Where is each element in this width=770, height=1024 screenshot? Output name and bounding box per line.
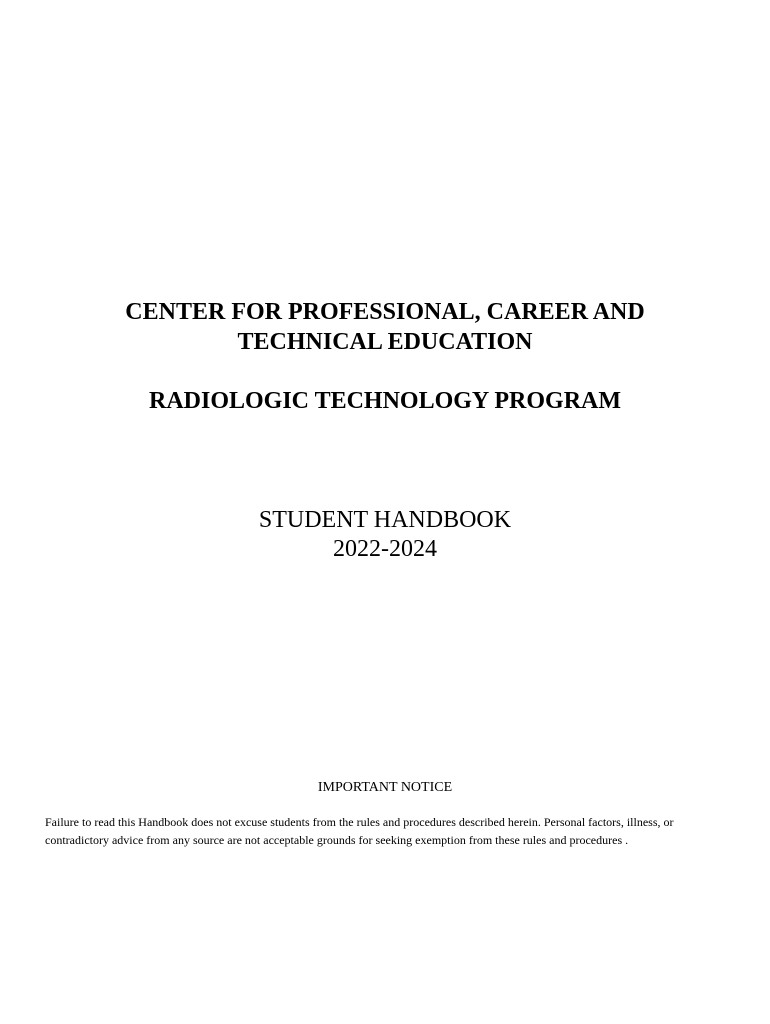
notice-line-2: contradictory advice from any source are not acceptable grounds for seeking exemption from these rules and procedures .: [45, 833, 629, 847]
notice-body: [45, 813, 735, 849]
organization-title: [0, 297, 770, 357]
notice-heading: IMPORTANT NOTICE: [317, 780, 453, 795]
handbook-title: STUDENT HANDBOOK: [258, 507, 512, 533]
program-title: RADIOLOGIC TECHNOLOGY PROGRAM: [148, 388, 622, 414]
handbook-years: 2022-2024: [333, 536, 437, 562]
organization-title-line-1: CENTER FOR PROFESSIONAL, CAREER AND: [125, 299, 645, 325]
handbook-title-block: [0, 506, 770, 564]
notice-line-1: Failure to read this Handbook does not excuse students from the rules and procedures described herein. Personal factors, illness, or: [45, 815, 674, 829]
organization-title-line-2: TECHNICAL EDUCATION: [237, 329, 533, 355]
